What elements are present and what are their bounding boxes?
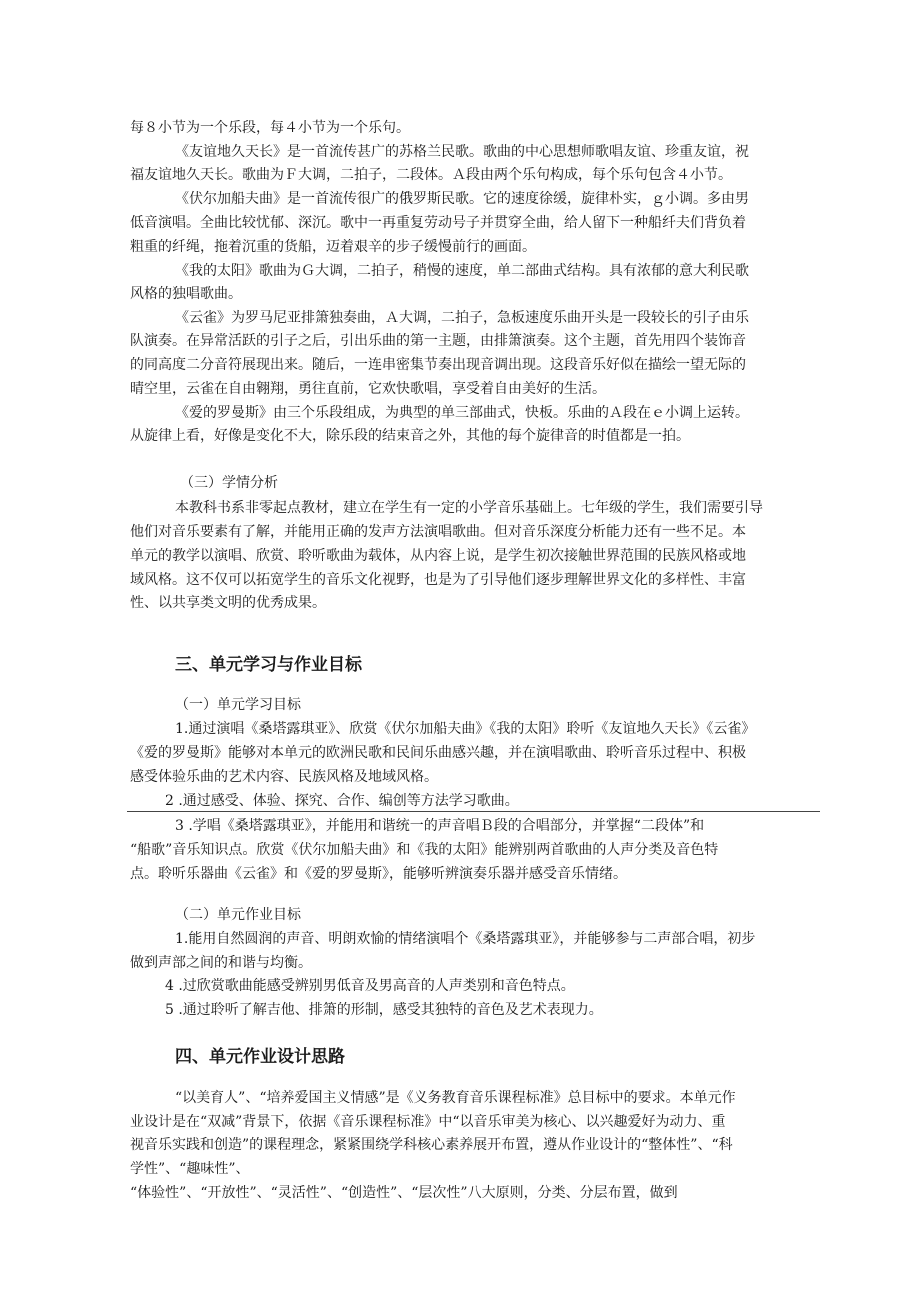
text-line: 学性”、“趣味性”、 [130, 1161, 250, 1177]
text-line: 他们对音乐要素有了解，并能用正确的发声方法演唱歌曲。但对音乐深度分析能力还有一些不足。本 [130, 524, 746, 540]
text-line: “以美育人”、“培养爱国主义情感”是《义务教育音乐课程标准》总目标中的要求。本单元作 [175, 1090, 736, 1106]
text-line: 《友谊地久天长》是一首流传甚广的苏格兰民歌。歌曲的中心思想师歌唱友谊、珍重友谊，祝 [175, 144, 749, 160]
text-line: 福友谊地久天长。歌曲为Ｆ大调，二拍子，二段体。Ａ段由两个乐句构成，每个乐句包含４小节。 [130, 167, 732, 183]
subsection-title: （一）单元学习目标 [175, 697, 301, 713]
text-line: 做到声部之间的和谐与均衡。 [130, 955, 312, 971]
text-line: 的同高度二分音符展现出来。随后，一连串密集节奏出现音调出现。这段音乐好似在描绘一望无际的 [130, 357, 746, 373]
text-line: 《爱的罗曼斯》由三个乐段组成，为典型的单三部曲式，快板。乐曲的Ａ段在ｅ小调上运转。 [175, 405, 749, 421]
text-line: 点。聆听乐器曲《云雀》和《爱的罗曼斯》，能够听辨演奏乐器并感受音乐情绪。 [130, 866, 627, 882]
text-line: 风格的独唱歌曲。 [130, 286, 242, 302]
text-line: 3 .学唱《桑塔露琪亚》，并能用和谐统一的声音唱Ｂ段的合唱部分，并掌握“二段体”和 [175, 818, 705, 834]
text-line: 性、以共享类文明的优秀成果。 [130, 595, 326, 611]
text-line: 《爱的罗曼斯》能够对本单元的欧洲民歌和民间乐曲感兴趣，并在演唱歌曲、聆听音乐过程中、积极 [130, 745, 746, 761]
text-line: 2 .通过感受、体验、探究、合作、编创等方法学习歌曲。 [165, 793, 519, 809]
text-line: 每８小节为一个乐段，每４小节为一个乐句。 [130, 120, 410, 136]
text-line: 业设计是在“双减”背景下，依据《音乐课程标准》中“以音乐审美为核心、以兴趣爱好为动力、重 [130, 1114, 726, 1130]
text-line: 域风格。这不仅可以拓宽学生的音乐文化视野，也是为了引导他们逐步理解世界文化的多样性、丰富 [130, 572, 746, 588]
text-line: 低音演唱。全曲比较忧郁、深沉。歌中一再重复劳动号子并贯穿全曲，给人留下一种船纤夫们背负着 [130, 215, 746, 231]
section-heading: 四、单元作业设计思路 [175, 1047, 345, 1067]
text-line: 粗重的纤绳，拖着沉重的货船，迈着艰辛的步子缓慢前行的画面。 [130, 239, 536, 255]
text-line: 1.能用自然圆润的声音、明朗欢愉的情绪演唱个《桑塔露琪亚》，并能够参与二声部合唱，初步 [175, 931, 756, 947]
text-line: 单元的教学以演唱、欣赏、聆听歌曲为载体，从内容上说，是学生初次接触世界范围的民族风格或地 [130, 548, 746, 564]
text-line: 《我的太阳》歌曲为Ｇ大调，二拍子，稍慢的速度，单二部曲式结构。具有浓郁的意大利民歌 [175, 263, 749, 279]
divider-line [127, 811, 820, 812]
text-line: 从旋律上看，好像是变化不大，除乐段的结束音之外，其他的每个旋律音的时值都是一拍。 [130, 428, 690, 444]
text-line: 《云雀》为罗马尼亚排箫独奏曲，Ａ大调，二拍子，急板速度乐曲开头是一段较长的引子由乐 [175, 310, 749, 326]
text-line: 晴空里，云雀在自由翱翔，勇往直前，它欢快歌唱，享受着自由美好的生活。 [130, 381, 606, 397]
text-line: “船歌”音乐知识点。欣赏《伏尔加船夫曲》和《我的太阳》能辨别两首歌曲的人声分类及音色特 [130, 842, 719, 858]
text-line: “体验性”、“开放性”、“灵活性”、“创造性”、“层次性”八大原则，分类、分层布置，做到 [130, 1185, 678, 1201]
text-line: 5 .通过聆听了解吉他、排箫的形制，感受其独特的音色及艺术表现力。 [165, 1002, 603, 1018]
text-line: 4 .过欣赏歌曲能感受辨别男低音及男高音的人声类别和音色特点。 [165, 978, 575, 994]
text-line: 本教科书系非零起点教材，建立在学生有一定的小学音乐基础上。七年级的学生，我们需要引导 [175, 500, 763, 516]
text-line: 1.通过演唱《桑塔露琪亚》、欣赏《伏尔加船夫曲》《我的太阳》聆听《友谊地久天长》《云雀》 [175, 721, 756, 737]
text-line: 队演奏。在异常活跃的引子之后，引出乐曲的第一主题，由排箫演奏。这个主题，首先用四个装饰音 [130, 333, 746, 349]
text-line: 《伏尔加船夫曲》是一首流传很广的俄罗斯民歌。它的速度徐缓，旋律朴实，ｇ小调。多由男 [175, 191, 749, 207]
subsection-title: （二）单元作业目标 [175, 907, 301, 923]
subsection-title: （三）学情分析 [180, 475, 278, 491]
text-line: 视音乐实践和创造”的课程理念，紧紧围绕学科核心素养展开布置，遵从作业设计的“整体性”、“科 [130, 1137, 733, 1153]
section-heading: 三、单元学习与作业目标 [175, 655, 362, 675]
text-line: 感受体验乐曲的艺术内容、民族风格及地域风格。 [130, 769, 438, 785]
